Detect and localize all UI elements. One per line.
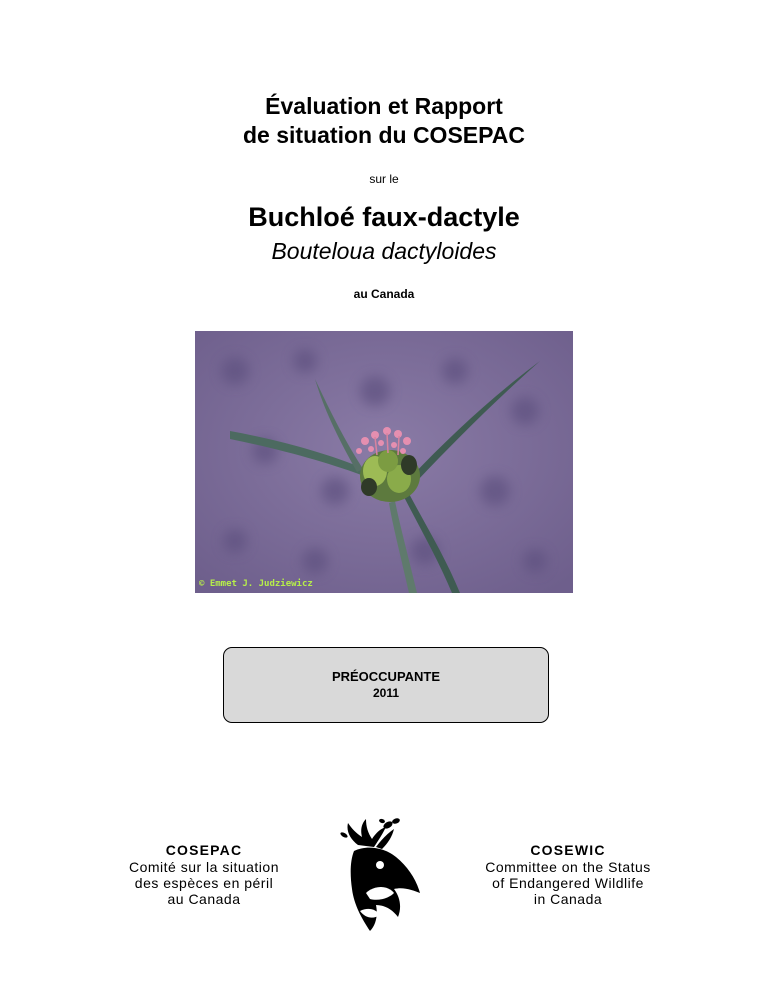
cosewic-line1: Committee on the Status — [485, 859, 651, 875]
species-scientific-name: Bouteloua dactyloides — [271, 238, 497, 264]
report-title-line1: Évaluation et Rapport — [265, 93, 503, 119]
sur-le-text: sur le — [369, 172, 399, 186]
report-title-line2: de situation du COSEPAC — [243, 122, 525, 148]
photo-credit: © Emmet J. Judziewicz — [199, 579, 313, 589]
cosewic-block — [468, 842, 668, 907]
cosewic-logo-icon — [336, 815, 430, 933]
species-common-name: Buchloé faux-dactyle — [248, 202, 520, 232]
cosewic-line2: of Endangered Wildlife — [492, 875, 644, 891]
cosepac-line3: au Canada — [167, 891, 241, 907]
grass-flower-illustration — [195, 331, 573, 593]
status-year: 2011 — [372, 686, 400, 700]
cosepac-line2: des espèces en péril — [134, 875, 274, 891]
cosepac-block — [104, 842, 304, 907]
status-label: PRÉOCCUPANTE — [331, 669, 441, 684]
cosepac-line1: Comité sur la situation — [128, 859, 279, 875]
species-photo — [195, 331, 573, 593]
region-text: au Canada — [353, 287, 415, 301]
cosewic-line3: in Canada — [533, 891, 603, 907]
cosepac-name: COSEPAC — [165, 842, 243, 858]
cosewic-name: COSEWIC — [530, 842, 606, 858]
status-box — [223, 647, 549, 723]
